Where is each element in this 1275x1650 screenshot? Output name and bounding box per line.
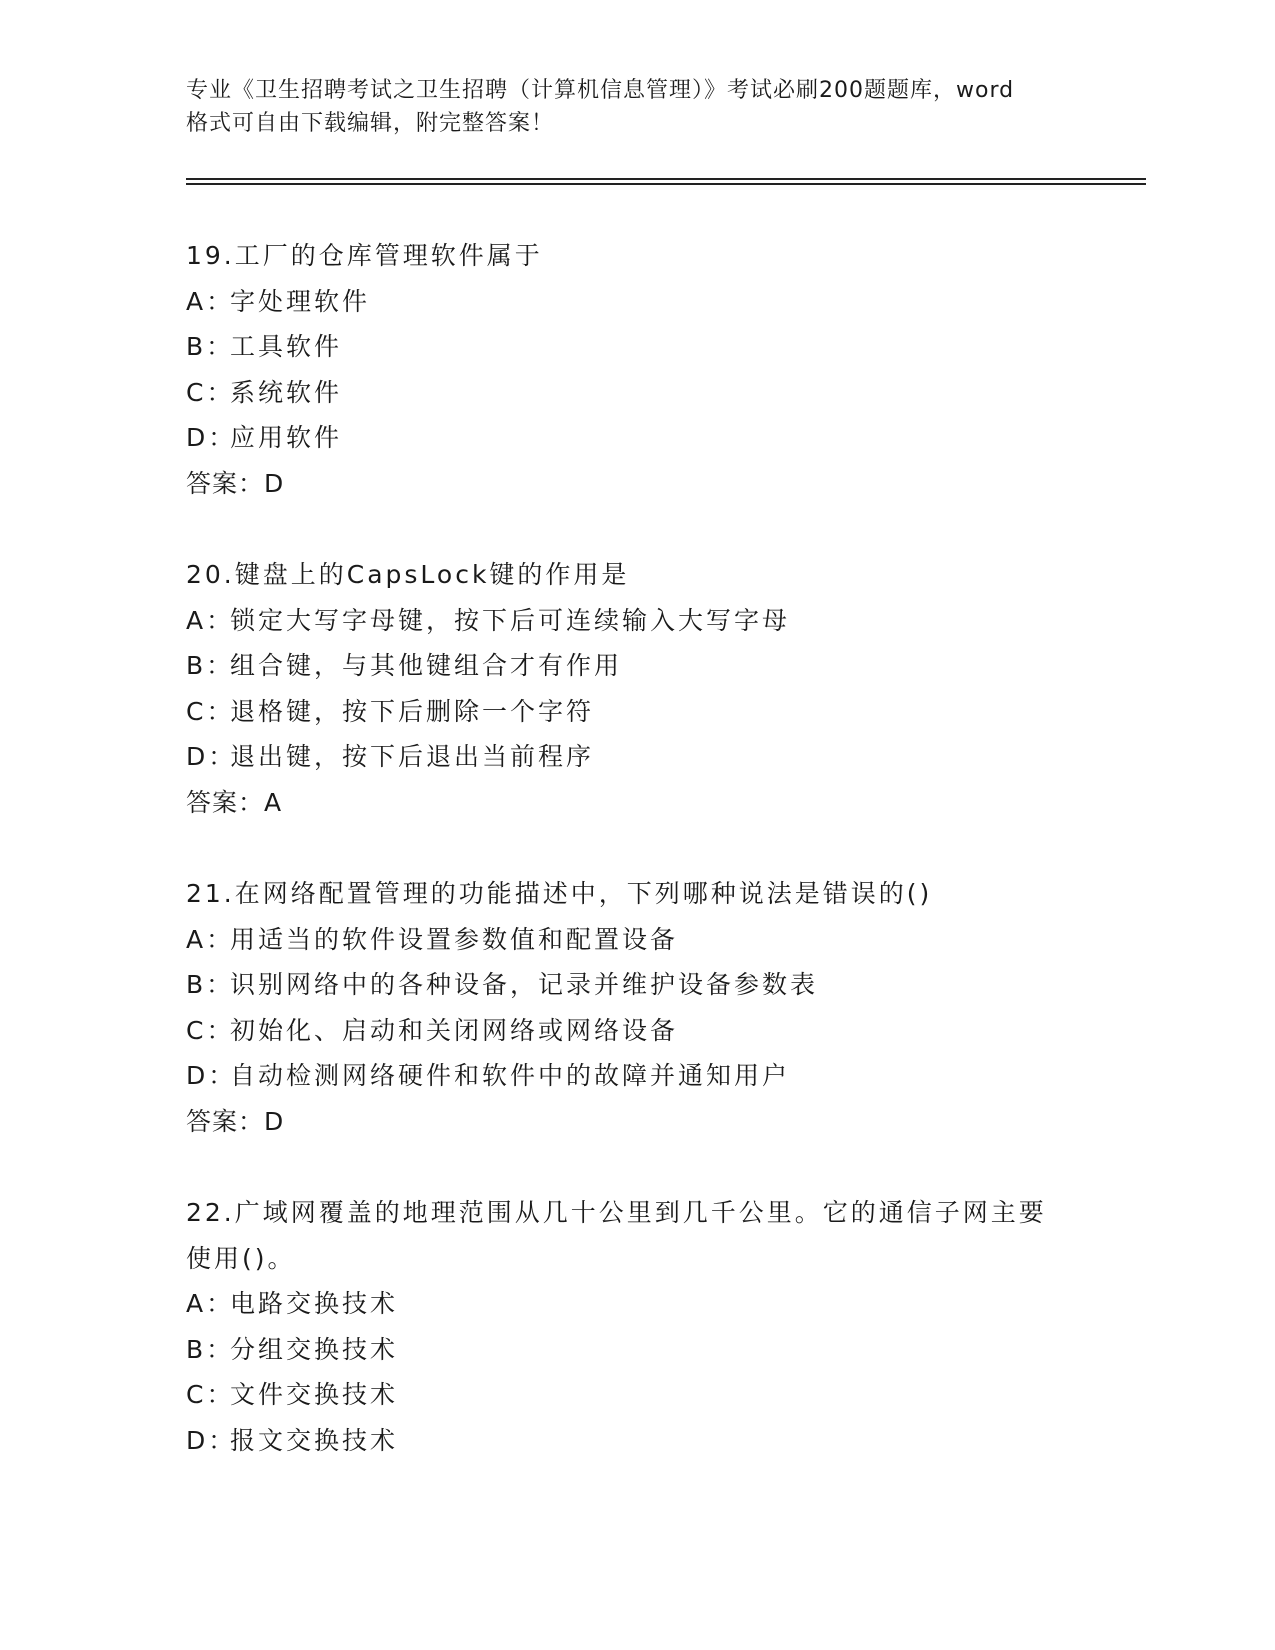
option-d xyxy=(186,1053,1086,1099)
option-key: D： xyxy=(186,1425,237,1455)
option-a xyxy=(186,1281,1086,1327)
option-key: C： xyxy=(186,1380,235,1409)
option-text: 识别网络中的各种设备，记录并维护设备参数表 xyxy=(230,970,819,999)
option-key: A： xyxy=(186,605,235,635)
option-key: D： xyxy=(186,423,237,452)
option-key: A： xyxy=(186,286,235,316)
option-text: 工具软件 xyxy=(230,332,343,361)
option-text: 文件交换技术 xyxy=(230,1380,399,1409)
question-text: 21.在网络配置管理的功能描述中，下列哪种说法是错误的() xyxy=(186,879,933,908)
option-text: 应用软件 xyxy=(230,423,343,452)
option-b xyxy=(186,324,1086,370)
option-text: 自动检测网络硬件和软件中的故障并通知用户 xyxy=(230,1061,791,1090)
option-text: 电路交换技术 xyxy=(230,1289,399,1318)
answer-text: 答案：D xyxy=(186,1106,285,1136)
option-key: C： xyxy=(186,377,235,407)
question-item xyxy=(186,871,1086,1144)
option-text: 报文交换技术 xyxy=(230,1425,399,1455)
header-line-2: 格式可自由下载编辑，附完整答案！ xyxy=(186,111,555,136)
answer-text: 答案：D xyxy=(186,468,285,498)
option-key: D： xyxy=(186,1061,237,1090)
option-c xyxy=(186,689,1086,735)
option-text: 用适当的软件设置参数值和配置设备 xyxy=(230,924,679,954)
option-text: 系统软件 xyxy=(230,377,343,407)
option-key: B： xyxy=(186,651,235,680)
option-key: A： xyxy=(186,1289,235,1318)
option-text: 退格键，按下后删除一个字符 xyxy=(230,696,595,726)
option-text: 分组交换技术 xyxy=(230,1334,399,1364)
option-key: B： xyxy=(186,1334,235,1364)
option-text: 组合键，与其他键组合才有作用 xyxy=(230,651,623,680)
question-text: 19.工厂的仓库管理软件属于 xyxy=(186,241,543,270)
option-a xyxy=(186,598,1086,644)
option-d xyxy=(186,415,1086,461)
option-key: B： xyxy=(186,970,235,999)
question-item xyxy=(186,552,1086,825)
option-c xyxy=(186,1372,1086,1418)
header-line-1: 专业《卫生招聘考试之卫生招聘（计算机信息管理）》考试必刷200题题库，word xyxy=(186,78,1015,103)
question-item xyxy=(186,1190,1086,1463)
document-header xyxy=(186,74,1086,140)
question-text: 20.键盘上的CapsLock键的作用是 xyxy=(186,560,630,589)
option-text: 锁定大写字母键，按下后可连续输入大写字母 xyxy=(230,605,791,635)
option-a xyxy=(186,917,1086,963)
question-list xyxy=(186,233,1086,1509)
option-a xyxy=(186,279,1086,325)
option-key: B： xyxy=(186,332,235,361)
answer-text: 答案：A xyxy=(186,787,283,817)
option-d xyxy=(186,734,1086,780)
option-key: C： xyxy=(186,1015,235,1045)
option-key: A： xyxy=(186,924,235,954)
option-c xyxy=(186,370,1086,416)
header-divider-top xyxy=(186,178,1146,180)
header-divider-bottom xyxy=(186,183,1146,185)
option-b xyxy=(186,1327,1086,1373)
option-text: 初始化、启动和关闭网络或网络设备 xyxy=(230,1015,679,1045)
option-d xyxy=(186,1418,1086,1464)
option-c xyxy=(186,1008,1086,1054)
question-text: 22.广域网覆盖的地理范围从几十公里到几千公里。它的通信子网主要使用()。 xyxy=(186,1198,1047,1273)
option-b xyxy=(186,962,1086,1008)
option-key: D： xyxy=(186,742,237,771)
option-text: 字处理软件 xyxy=(230,286,371,316)
option-text: 退出键，按下后退出当前程序 xyxy=(230,742,595,771)
option-key: C： xyxy=(186,696,235,726)
option-b xyxy=(186,643,1086,689)
question-item xyxy=(186,233,1086,506)
